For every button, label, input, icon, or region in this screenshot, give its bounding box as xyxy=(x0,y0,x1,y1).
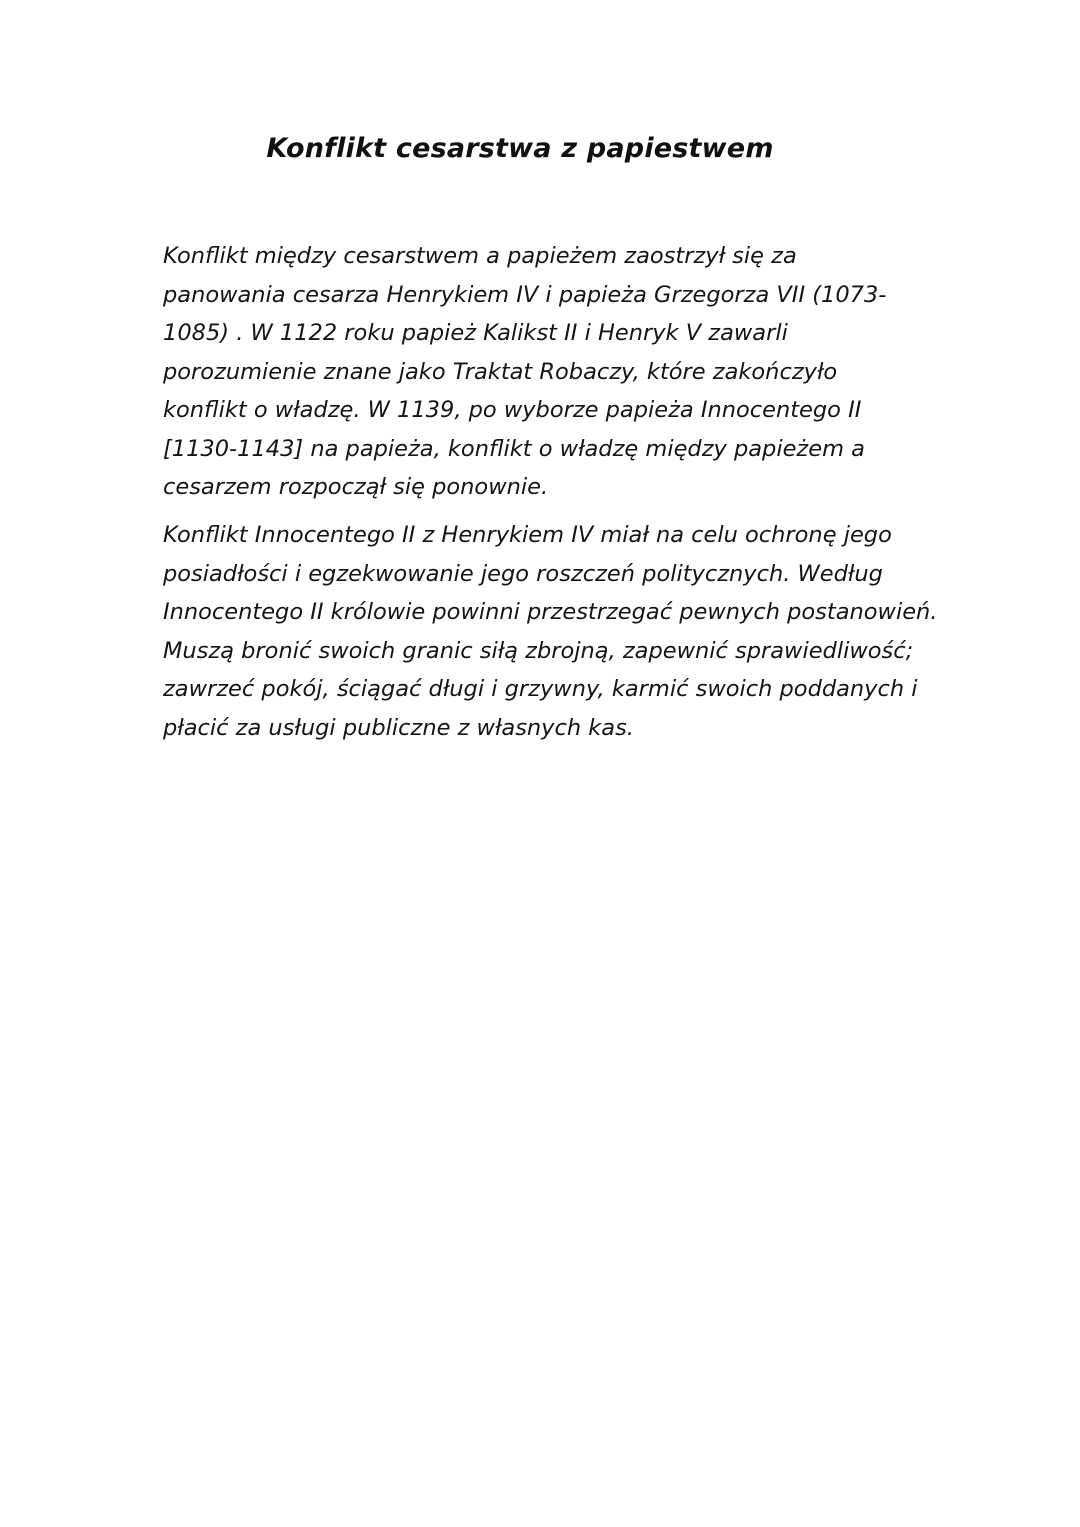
paragraph-1 xyxy=(163,237,923,507)
paragraph-line: cesarzem rozpoczął się ponownie. xyxy=(163,474,549,500)
paragraph-line: płacić za usługi publiczne z własnych kas. xyxy=(163,714,634,741)
paragraph-line: Konflikt Innocentego II z Henrykiem IV miał na celu ochronę jego xyxy=(163,522,892,548)
paragraph-2 xyxy=(163,516,938,747)
paragraph-line: Konflikt między cesarstwem a papieżem zaostrzył się za xyxy=(163,243,797,269)
document-title: Konflikt cesarstwa z papiestwem xyxy=(266,133,774,164)
paragraph-line: Innocentego II królowie powinni przestrzegać pewnych postanowień. xyxy=(163,599,938,625)
paragraph-line: panowania cesarza Henrykiem IV i papieża Grzegorza VII (1073- xyxy=(163,281,887,308)
paragraph-line: konflikt o władzę. W 1139, po wyborze papieża Innocentego II xyxy=(163,397,862,423)
paragraph-line: zawrzeć pokój, ściągać długi i grzywny, karmić swoich poddanych i xyxy=(163,676,918,702)
paragraph-line: posiadłości i egzekwowanie jego roszczeń politycznych. Według xyxy=(163,560,883,587)
paragraph-line: 1085) . W 1122 roku papież Kalikst II i Henryk V zawarli xyxy=(163,320,788,346)
paragraph-line: [1130-1143] na papieża, konflikt o władzę między papieżem a xyxy=(163,435,865,462)
paragraph-line: Muszą bronić swoich granic siłą zbrojną, zapewnić sprawiedliwość; xyxy=(163,637,914,664)
paragraph-line: porozumienie znane jako Traktat Robaczy, które zakończyło xyxy=(163,358,838,385)
